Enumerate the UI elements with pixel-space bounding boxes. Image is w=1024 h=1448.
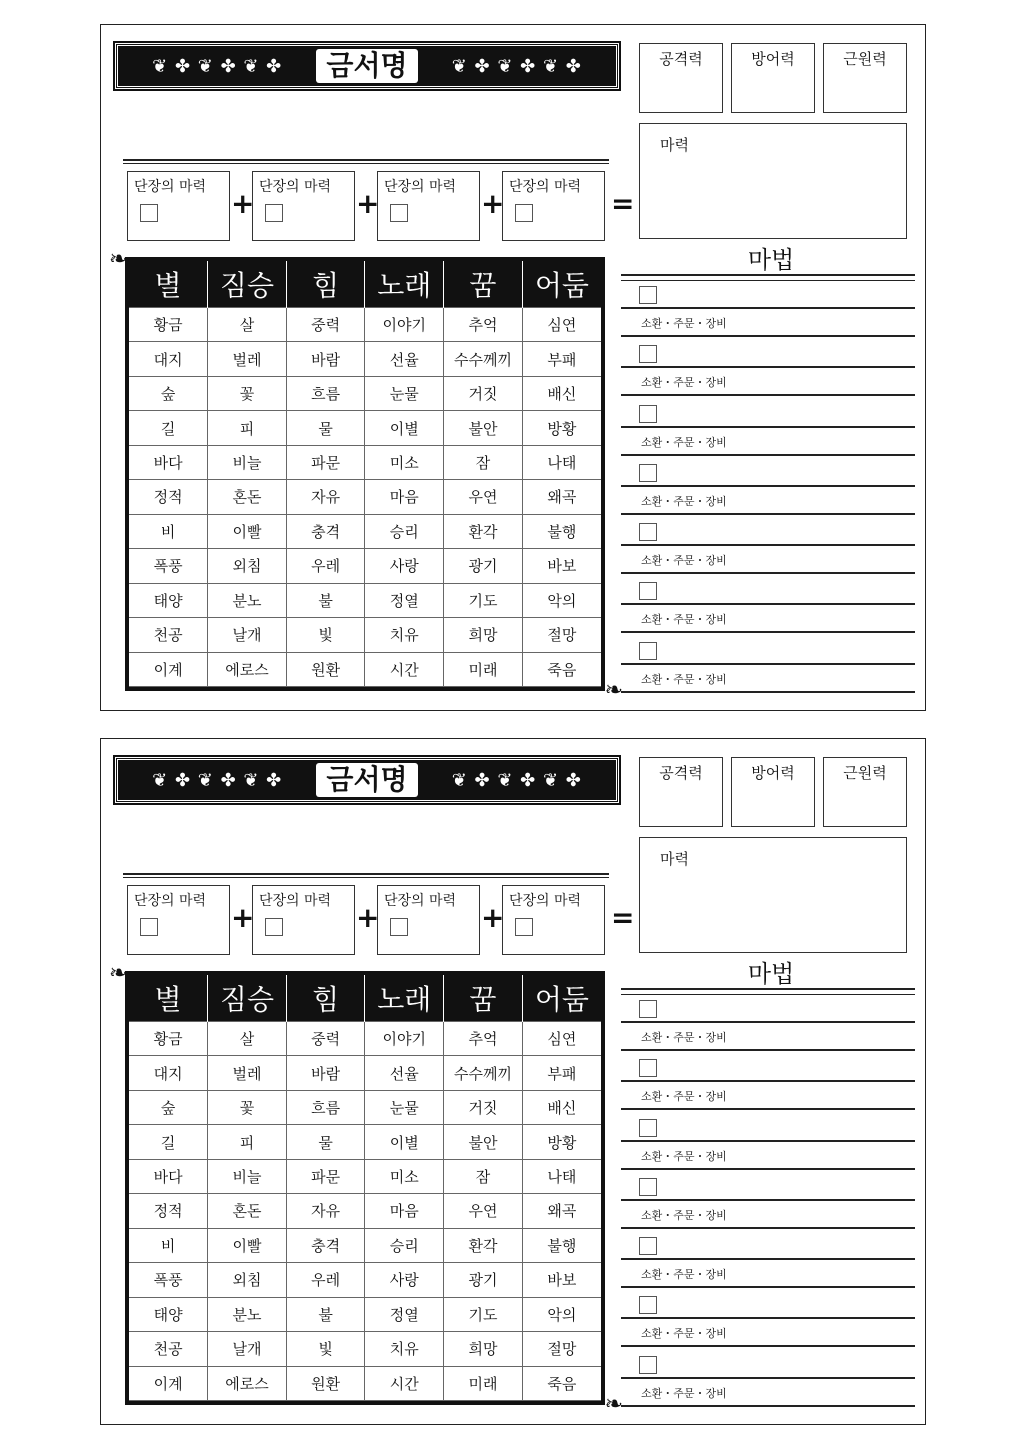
chapter-mana-box[interactable]: 단장의 마력: [252, 171, 355, 241]
magic-name-line: [621, 603, 915, 605]
word-table-body: [129, 308, 601, 687]
magic-slot[interactable]: [621, 402, 915, 461]
magic-list: [621, 997, 915, 1412]
magic-checkbox[interactable]: [639, 1356, 657, 1374]
attack-box[interactable]: 공격력: [639, 43, 723, 113]
word-cell[interactable]: 바보: [522, 1263, 601, 1297]
word-cell[interactable]: 날개: [208, 1332, 287, 1366]
magic-name-line: [621, 1021, 915, 1023]
magic-checkbox[interactable]: [639, 523, 657, 541]
word-cell[interactable]: 방황: [522, 411, 601, 445]
table-row: [129, 1332, 601, 1366]
magic-slot[interactable]: [621, 997, 915, 1056]
table-row: [129, 480, 601, 514]
word-cell[interactable]: 이빨: [208, 514, 287, 548]
word-cell[interactable]: 이계: [129, 1366, 208, 1400]
magic-checkbox[interactable]: [639, 582, 657, 600]
magic-slot[interactable]: [621, 1353, 915, 1412]
magic-heading: 마법: [747, 246, 795, 274]
word-cell[interactable]: 왜곡: [522, 480, 601, 514]
table-row: [129, 445, 601, 479]
word-cell[interactable]: 분노: [208, 1297, 287, 1331]
magic-slot[interactable]: [621, 1116, 915, 1175]
word-cell[interactable]: 선율: [365, 342, 444, 376]
column-header: 힘: [286, 975, 365, 1022]
word-cell[interactable]: 살: [208, 308, 287, 342]
equals-icon: =: [611, 901, 635, 934]
word-cell[interactable]: 충격: [286, 514, 365, 548]
magic-name-line: [621, 1140, 915, 1142]
word-cell[interactable]: 수수께끼: [444, 1056, 523, 1090]
word-cell[interactable]: 환각: [444, 514, 523, 548]
word-table: [129, 975, 601, 1401]
word-cell[interactable]: 혼돈: [208, 1194, 287, 1228]
table-row: [129, 1263, 601, 1297]
word-cell[interactable]: 이야기: [365, 308, 444, 342]
magic-type-label: 소환・주문・장비: [641, 554, 727, 568]
word-cell[interactable]: 외침: [208, 549, 287, 583]
word-cell[interactable]: 물: [286, 411, 365, 445]
word-cell[interactable]: 비늘: [208, 1159, 287, 1193]
word-cell[interactable]: 길: [129, 1125, 208, 1159]
chapter-mana-box[interactable]: 단장의 마력: [502, 171, 605, 241]
plus-icon: +: [231, 187, 255, 220]
table-row: [129, 549, 601, 583]
word-cell[interactable]: 천공: [129, 1332, 208, 1366]
checkbox[interactable]: [140, 918, 158, 936]
table-row: [129, 583, 601, 617]
word-cell[interactable]: 죽음: [522, 1366, 601, 1400]
word-cell[interactable]: 숲: [129, 376, 208, 410]
word-cell[interactable]: 정열: [365, 583, 444, 617]
word-cell[interactable]: 눈물: [365, 1090, 444, 1124]
word-cell[interactable]: 태양: [129, 583, 208, 617]
column-header: 어둠: [522, 975, 601, 1022]
word-cell[interactable]: 피: [208, 411, 287, 445]
word-cell[interactable]: 빛: [286, 1332, 365, 1366]
magic-slot[interactable]: [621, 283, 915, 342]
word-cell[interactable]: 정열: [365, 1297, 444, 1331]
magic-name-line: [621, 1317, 915, 1319]
word-cell[interactable]: 정적: [129, 480, 208, 514]
magic-type-label: 소환・주문・장비: [641, 1327, 727, 1341]
chapter-mana-box[interactable]: 단장의 마력: [502, 885, 605, 955]
table-row: [129, 514, 601, 548]
word-cell[interactable]: 악의: [522, 583, 601, 617]
magic-effect-line: [621, 1405, 915, 1407]
word-cell[interactable]: 불: [286, 583, 365, 617]
word-cell[interactable]: 이별: [365, 411, 444, 445]
magic-effect-line: [621, 1227, 915, 1229]
word-cell[interactable]: 파문: [286, 1159, 365, 1193]
word-cell[interactable]: 절망: [522, 1332, 601, 1366]
magic-checkbox[interactable]: [639, 1059, 657, 1077]
flourish-icon: ❧: [604, 678, 623, 703]
word-cell[interactable]: 불안: [444, 1125, 523, 1159]
magic-heading: 마법: [747, 960, 795, 988]
word-cell[interactable]: 대지: [129, 1056, 208, 1090]
magic-checkbox[interactable]: [639, 405, 657, 423]
word-cell[interactable]: 원환: [286, 1366, 365, 1400]
magic-type-label: 소환・주문・장비: [641, 494, 727, 508]
column-header: 별: [129, 261, 208, 308]
magic-slot[interactable]: [621, 639, 915, 698]
word-cell[interactable]: 사랑: [365, 549, 444, 583]
divider: [123, 873, 609, 875]
table-row: [129, 1090, 601, 1124]
table-row: [129, 652, 601, 686]
magic-type-label: 소환・주문・장비: [641, 1090, 727, 1104]
word-cell[interactable]: 바다: [129, 445, 208, 479]
magic-slot[interactable]: [621, 1175, 915, 1234]
word-cell[interactable]: 피: [208, 1125, 287, 1159]
word-cell[interactable]: 우레: [286, 1263, 365, 1297]
word-cell[interactable]: 태양: [129, 1297, 208, 1331]
word-cell[interactable]: 잠: [444, 445, 523, 479]
word-cell[interactable]: 벌레: [208, 1056, 287, 1090]
word-table-frame: [109, 247, 623, 703]
chapter-mana-box[interactable]: 단장의 마력: [377, 885, 480, 955]
column-header: 꿈: [444, 975, 523, 1022]
magic-checkbox[interactable]: [639, 1119, 657, 1137]
checkbox[interactable]: [265, 918, 283, 936]
column-header: 짐승: [208, 975, 287, 1022]
word-cell[interactable]: 미래: [444, 652, 523, 686]
word-cell[interactable]: 황금: [129, 308, 208, 342]
magic-checkbox[interactable]: [639, 1296, 657, 1314]
word-table: [129, 261, 601, 687]
word-cell[interactable]: 미소: [365, 445, 444, 479]
word-cell[interactable]: 꽃: [208, 1090, 287, 1124]
attack-box[interactable]: 공격력: [639, 757, 723, 827]
magic-name-line: [621, 307, 915, 309]
word-cell[interactable]: 충격: [286, 1228, 365, 1262]
table-row: [129, 1297, 601, 1331]
chapter-mana-box[interactable]: 단장의 마력: [377, 171, 480, 241]
word-cell[interactable]: 거짓: [444, 1090, 523, 1124]
word-cell[interactable]: 우연: [444, 1194, 523, 1228]
checkbox[interactable]: [515, 918, 533, 936]
word-cell[interactable]: 배신: [522, 376, 601, 410]
table-row: [129, 1228, 601, 1262]
word-cell[interactable]: 에로스: [208, 1366, 287, 1400]
magic-slot[interactable]: [621, 579, 915, 638]
magic-name-line: [621, 1080, 915, 1082]
word-cell[interactable]: 외침: [208, 1263, 287, 1297]
magic-effect-line: [621, 691, 915, 693]
magic-checkbox[interactable]: [639, 345, 657, 363]
checkbox[interactable]: [515, 204, 533, 222]
word-cell[interactable]: 승리: [365, 1228, 444, 1262]
word-table-frame: [109, 961, 623, 1417]
table-row: [129, 618, 601, 652]
word-cell[interactable]: 중력: [286, 308, 365, 342]
checkbox[interactable]: [265, 204, 283, 222]
word-cell[interactable]: 선율: [365, 1056, 444, 1090]
word-cell[interactable]: 환각: [444, 1228, 523, 1262]
word-cell[interactable]: 벌레: [208, 342, 287, 376]
word-cell[interactable]: 살: [208, 1022, 287, 1056]
grimoire-title-banner: [115, 757, 619, 803]
column-header: 노래: [365, 975, 444, 1022]
magic-type-label: 소환・주문・장비: [641, 1268, 727, 1282]
word-cell[interactable]: 비늘: [208, 445, 287, 479]
magic-effect-line: [621, 572, 915, 574]
word-cell[interactable]: 폭풍: [129, 1263, 208, 1297]
table-row: [129, 1366, 601, 1400]
word-cell[interactable]: 중력: [286, 1022, 365, 1056]
magic-checkbox[interactable]: [639, 464, 657, 482]
plus-icon: +: [481, 187, 505, 220]
plus-icon: +: [356, 901, 380, 934]
word-cell[interactable]: 물: [286, 1125, 365, 1159]
plus-icon: +: [231, 901, 255, 934]
word-cell[interactable]: 우레: [286, 549, 365, 583]
word-cell[interactable]: 불: [286, 1297, 365, 1331]
word-cell[interactable]: 꽃: [208, 376, 287, 410]
word-cell[interactable]: 대지: [129, 342, 208, 376]
word-cell[interactable]: 나태: [522, 445, 601, 479]
defense-box[interactable]: 방어력: [731, 43, 815, 113]
magic-slot[interactable]: [621, 461, 915, 520]
checkbox[interactable]: [140, 204, 158, 222]
mana-box[interactable]: 마력: [639, 123, 907, 239]
word-cell[interactable]: 부패: [522, 342, 601, 376]
word-cell[interactable]: 치유: [365, 1332, 444, 1366]
magic-effect-line: [621, 1168, 915, 1170]
word-cell[interactable]: 비: [129, 514, 208, 548]
column-header: 노래: [365, 261, 444, 308]
word-cell[interactable]: 희망: [444, 618, 523, 652]
chapter-mana-box[interactable]: 단장의 마력: [127, 171, 230, 241]
word-cell[interactable]: 광기: [444, 1263, 523, 1297]
range-box[interactable]: 근원력: [823, 757, 907, 827]
word-cell[interactable]: 바람: [286, 1056, 365, 1090]
mana-box[interactable]: 마력: [639, 837, 907, 953]
magic-name-line: [621, 366, 915, 368]
magic-effect-line: [621, 1049, 915, 1051]
magic-name-line: [621, 1377, 915, 1379]
magic-slot[interactable]: [621, 1293, 915, 1352]
word-cell[interactable]: 기도: [444, 583, 523, 617]
divider: [123, 159, 609, 161]
magic-name-line: [621, 426, 915, 428]
flourish-icon: ❧: [604, 1392, 623, 1417]
magic-checkbox[interactable]: [639, 286, 657, 304]
defense-box[interactable]: 방어력: [731, 757, 815, 827]
word-cell[interactable]: 마음: [365, 1194, 444, 1228]
word-cell[interactable]: 심연: [522, 308, 601, 342]
word-cell[interactable]: 흐름: [286, 1090, 365, 1124]
word-cell[interactable]: 숲: [129, 1090, 208, 1124]
magic-effect-line: [621, 394, 915, 396]
magic-effect-line: [621, 1345, 915, 1347]
magic-type-label: 소환・주문・장비: [641, 435, 727, 449]
grimoire-name-label: 금서명: [316, 49, 417, 83]
word-cell[interactable]: 시간: [365, 1366, 444, 1400]
table-row: [129, 1056, 601, 1090]
word-cell[interactable]: 불행: [522, 514, 601, 548]
column-header: 어둠: [522, 261, 601, 308]
word-cell[interactable]: 혼돈: [208, 480, 287, 514]
checkbox[interactable]: [390, 918, 408, 936]
magic-type-label: 소환・주문・장비: [641, 1149, 727, 1163]
range-box[interactable]: 근원력: [823, 43, 907, 113]
magic-slot[interactable]: [621, 1056, 915, 1115]
word-cell[interactable]: 미소: [365, 1159, 444, 1193]
magic-divider: [621, 274, 915, 281]
magic-type-label: 소환・주문・장비: [641, 317, 727, 330]
grimoire-card-bottom: [100, 738, 926, 1425]
word-cell[interactable]: 흐름: [286, 376, 365, 410]
word-cell[interactable]: 천공: [129, 618, 208, 652]
flourish-icon: ❧: [109, 961, 128, 986]
word-cell[interactable]: 파문: [286, 445, 365, 479]
word-cell[interactable]: 비: [129, 1228, 208, 1262]
word-cell[interactable]: 악의: [522, 1297, 601, 1331]
magic-name-line: [621, 485, 915, 487]
column-header: 짐승: [208, 261, 287, 308]
right-ornament-icon: ❦ ✤ ❦ ✤ ❦ ✤: [451, 55, 582, 77]
magic-effect-line: [621, 631, 915, 633]
word-cell[interactable]: 추억: [444, 308, 523, 342]
table-row: [129, 1194, 601, 1228]
word-cell[interactable]: 이별: [365, 1125, 444, 1159]
table-row: [129, 411, 601, 445]
checkbox[interactable]: [390, 204, 408, 222]
magic-checkbox[interactable]: [639, 1237, 657, 1255]
word-cell[interactable]: 미래: [444, 1366, 523, 1400]
flourish-icon: ❧: [109, 247, 128, 272]
magic-type-label: 소환・주문・장비: [641, 1386, 727, 1400]
magic-name-line: [621, 1199, 915, 1201]
chapter-mana-box[interactable]: 단장의 마력: [127, 885, 230, 955]
equals-icon: =: [611, 187, 635, 220]
magic-checkbox[interactable]: [639, 642, 657, 660]
magic-slot[interactable]: [621, 1234, 915, 1293]
word-cell[interactable]: 거짓: [444, 376, 523, 410]
word-cell[interactable]: 잠: [444, 1159, 523, 1193]
magic-effect-line: [621, 1286, 915, 1288]
magic-effect-line: [621, 335, 915, 337]
word-cell[interactable]: 승리: [365, 514, 444, 548]
magic-effect-line: [621, 454, 915, 456]
word-cell[interactable]: 마음: [365, 480, 444, 514]
word-cell[interactable]: 희망: [444, 1332, 523, 1366]
word-cell[interactable]: 이계: [129, 652, 208, 686]
word-table-header: [129, 261, 601, 308]
left-ornament-icon: ❦ ✤ ❦ ✤ ❦ ✤: [152, 769, 283, 791]
word-cell[interactable]: 바람: [286, 342, 365, 376]
magic-name-line: [621, 663, 915, 665]
word-cell[interactable]: 황금: [129, 1022, 208, 1056]
grimoire-title-banner: [115, 43, 619, 89]
magic-type-label: 소환・주문・장비: [641, 1031, 727, 1044]
magic-type-label: 소환・주문・장비: [641, 613, 727, 627]
magic-name-line: [621, 1258, 915, 1260]
word-cell[interactable]: 날개: [208, 618, 287, 652]
word-cell[interactable]: 자유: [286, 1194, 365, 1228]
table-row: [129, 1159, 601, 1193]
word-cell[interactable]: 치유: [365, 618, 444, 652]
table-row: [129, 1022, 601, 1056]
word-cell[interactable]: 이야기: [365, 1022, 444, 1056]
word-cell[interactable]: 광기: [444, 549, 523, 583]
word-cell[interactable]: 원환: [286, 652, 365, 686]
magic-type-label: 소환・주문・장비: [641, 672, 727, 686]
word-cell[interactable]: 우연: [444, 480, 523, 514]
word-cell[interactable]: 불안: [444, 411, 523, 445]
word-cell[interactable]: 심연: [522, 1022, 601, 1056]
magic-type-label: 소환・주문・장비: [641, 376, 727, 390]
table-row: [129, 308, 601, 342]
grimoire-name-label: 금서명: [316, 763, 417, 797]
word-cell[interactable]: 불행: [522, 1228, 601, 1262]
word-cell[interactable]: 추억: [444, 1022, 523, 1056]
magic-checkbox[interactable]: [639, 1000, 657, 1018]
word-cell[interactable]: 기도: [444, 1297, 523, 1331]
word-cell[interactable]: 바보: [522, 549, 601, 583]
word-cell[interactable]: 왜곡: [522, 1194, 601, 1228]
grimoire-card-top: [100, 24, 926, 711]
table-row: [129, 342, 601, 376]
table-row: [129, 1125, 601, 1159]
magic-divider: [621, 988, 915, 995]
left-ornament-icon: ❦ ✤ ❦ ✤ ❦ ✤: [152, 55, 283, 77]
word-cell[interactable]: 눈물: [365, 376, 444, 410]
column-header: 별: [129, 975, 208, 1022]
column-header: 힘: [286, 261, 365, 308]
word-cell[interactable]: 사랑: [365, 1263, 444, 1297]
word-cell[interactable]: 이빨: [208, 1228, 287, 1262]
word-cell[interactable]: 자유: [286, 480, 365, 514]
word-cell[interactable]: 죽음: [522, 652, 601, 686]
word-cell[interactable]: 빛: [286, 618, 365, 652]
magic-type-label: 소환・주문・장비: [641, 1208, 727, 1222]
word-cell[interactable]: 바다: [129, 1159, 208, 1193]
plus-icon: +: [356, 187, 380, 220]
table-row: [129, 376, 601, 410]
word-table-body: [129, 1022, 601, 1401]
word-cell[interactable]: 정적: [129, 1194, 208, 1228]
word-cell[interactable]: 부패: [522, 1056, 601, 1090]
right-ornament-icon: ❦ ✤ ❦ ✤ ❦ ✤: [451, 769, 582, 791]
word-cell[interactable]: 분노: [208, 583, 287, 617]
word-cell[interactable]: 폭풍: [129, 549, 208, 583]
word-cell[interactable]: 나태: [522, 1159, 601, 1193]
word-cell[interactable]: 에로스: [208, 652, 287, 686]
magic-effect-line: [621, 513, 915, 515]
word-cell[interactable]: 수수께끼: [444, 342, 523, 376]
word-cell[interactable]: 방황: [522, 1125, 601, 1159]
word-table-header: [129, 975, 601, 1022]
word-cell[interactable]: 배신: [522, 1090, 601, 1124]
magic-slot[interactable]: [621, 520, 915, 579]
magic-effect-line: [621, 1108, 915, 1110]
word-cell[interactable]: 길: [129, 411, 208, 445]
word-cell[interactable]: 시간: [365, 652, 444, 686]
chapter-mana-box[interactable]: 단장의 마력: [252, 885, 355, 955]
column-header: 꿈: [444, 261, 523, 308]
magic-checkbox[interactable]: [639, 1178, 657, 1196]
magic-list: [621, 283, 915, 698]
plus-icon: +: [481, 901, 505, 934]
magic-name-line: [621, 544, 915, 546]
magic-slot[interactable]: [621, 342, 915, 401]
word-cell[interactable]: 절망: [522, 618, 601, 652]
